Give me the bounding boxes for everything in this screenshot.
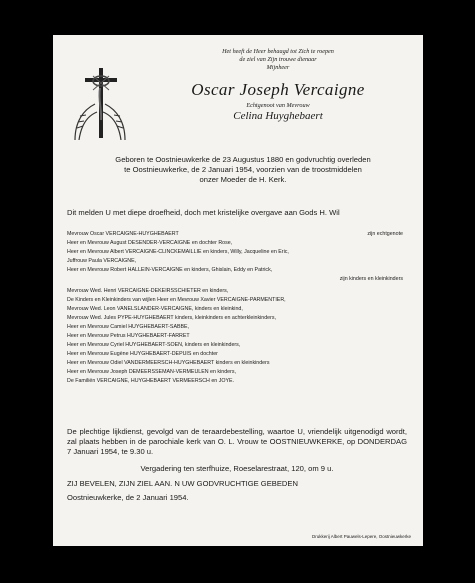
relative-text: Heer en Mevrouw Cyriel HUYGHEBAERT-SOEN, kinders en kleinkinders,: [67, 342, 241, 348]
place-date: Oostnieuwkerke, de 2 Januari 1954.: [67, 493, 189, 502]
funeral-service-text: De plechtige lijkdienst, gevolgd van de teraardebestelling, waartoe U, vriendelijk uitgenodigd wordt, zal plaats hebben in de parochiale kerk van O. L. Vrouw te OOSTNIEUWKERKE, op DONDERDAG 7 Januari 1954, te 9.30 u.: [67, 427, 407, 456]
relative-text: Heer en Mevrouw Petrus HUYGHEBAERT-FARRET: [67, 333, 190, 339]
spouse-label: Echtgenoot van Mevrouw: [246, 102, 310, 109]
relative-text: Heer en Mevrouw August DESENDER-VERCAIGNE en dochter Rose,: [67, 240, 233, 246]
relative-line: [67, 324, 417, 331]
relative-line: [67, 378, 417, 385]
intro-text: [193, 48, 363, 72]
relative-text: Juffrouw Paula VERCAIGNE,: [67, 258, 137, 264]
mourning-card: [53, 35, 423, 546]
relative-text: De Kinders en Kleinkinders van wijlen Heer en Mevrouw Xavier VERCAIGNE-PARMENTIER,: [67, 297, 286, 303]
relative-line: [67, 369, 417, 376]
relative-line: [67, 258, 417, 265]
relative-line: [67, 240, 417, 247]
relative-text: Mevrouw Wed. Jules PYPE-HUYGHEBAERT kinders, kleinkinders en achterkleinkinders,: [67, 315, 277, 321]
relative-line: [67, 231, 417, 238]
relative-text: Mevrouw Oscar VERCAIGNE-HUYGHEBAERT: [67, 231, 179, 237]
relative-line: [67, 315, 417, 322]
relative-line: [67, 306, 417, 313]
relative-line: [67, 249, 417, 256]
relative-text: Heer en Mevrouw Odiel VANDERMEERSCH-HUYGHEBAERT kinders en kleinkinders: [67, 360, 270, 366]
relative-line: [67, 342, 417, 349]
relative-line: [67, 333, 417, 340]
relative-line: [67, 297, 417, 304]
intro-line-2: de ziel van Zijn trouwe dienaar: [239, 56, 317, 63]
spouse-name: Celina Huyghebaert: [233, 110, 323, 122]
relative-relation: zijn kinders en kleinkinders: [339, 276, 403, 282]
relative-text: Heer en Mevrouw Robert HALLEIN-VERCAIGNE en kinders, Ghislain, Eddy en Patrick,: [67, 267, 273, 273]
announcement: Dit melden U met diepe droefheid, doch met kristelijke overgave aan Gods H. Wil: [67, 208, 340, 217]
relative-line: [67, 267, 417, 274]
deceased-name: Oscar Joseph Vercaigne: [191, 80, 365, 99]
bio-line-2: te Oostnieuwkerke, de 2 Januari 1954, voorzien van de troostmiddelen: [124, 165, 362, 174]
biography: [93, 155, 393, 185]
relative-text: Heer en Mevrouw Eugène HUYGHEBAERT-DEPUIS en dochter: [67, 351, 218, 357]
relative-relation: zijn echtgenote: [367, 231, 403, 237]
relative-text: Heer en Mevrouw Albert VERCAIGNE-CLINCKEMAILLIE en kinders, Willy, Jacqueline en Eric,: [67, 249, 289, 255]
crucifix-icon: [71, 66, 129, 140]
relative-text: Heer en Mevrouw Joseph DEMEERSSEMAN-VERMEULEN en kinders,: [67, 369, 236, 375]
relative-text: De Familiën VERCAIGNE, HUYGHEBAERT VERMEERSCH en JOYE.: [67, 378, 234, 384]
bio-line-3: onzer Moeder de H. Kerk.: [199, 175, 287, 184]
relative-text: Mevrouw Wed. Leon VANELSLANDER-VERCAIGNE, kinders en kleinkind,: [67, 306, 243, 312]
printer-credit: Drukkerij Albert Pauwels-Lepere, Oostnieuwkerke: [311, 534, 411, 539]
relative-line: [67, 288, 417, 295]
relative-text: Heer en Mevrouw Camiel HUYGHEBAERT-SABBE,: [67, 324, 190, 330]
prayer-request: ZIJ BEVELEN, ZIJN ZIEL AAN. N UW GODVRUCHTIGE GEBEDEN: [67, 479, 298, 488]
relative-line: [67, 351, 417, 358]
bio-line-1: Geboren te Oostnieuwkerke de 23 Augustus 1880 en godvruchtig overleden: [115, 155, 371, 164]
relative-text: Mevrouw Wed. Henri VERCAIGNE-DEKEIRSSCHIETER en kinders,: [67, 288, 229, 294]
intro-line-3: Mijnheer: [266, 64, 290, 71]
relative-line: [67, 360, 417, 367]
intro-line-1: Het heeft de Heer behaagd tot Zich te roepen: [222, 48, 334, 55]
gathering-text: Vergadering ten sterfhuize, Roeselarestraat, 120, om 9 u.: [140, 464, 334, 473]
